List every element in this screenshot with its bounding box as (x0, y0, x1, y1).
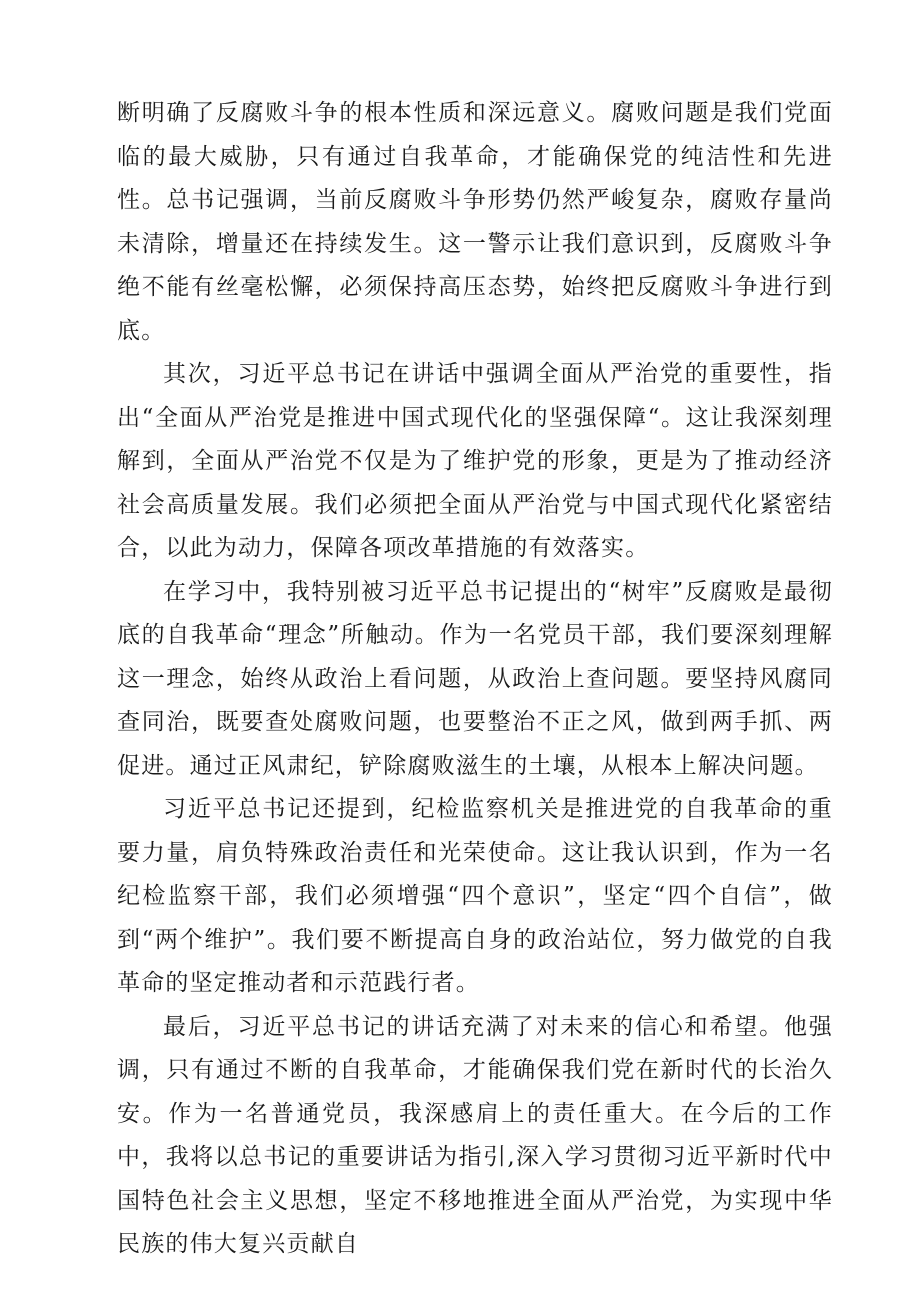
paragraph-conclusion: 最后，习近平总书记的讲话充满了对未来的信心和希望。他强调，只有通过不断的自我革命，才能确保我们党在新时代的长治久安。作为一名普通党员，我深感肩上的责任重大。在今后的工作中，我将以总书记的重要讲话为指引,深入学习贯彻习近平新时代中国特色社会主义思想，坚定不移地推进全面从严治党，为实现中华民族的伟大复兴贡献自 (117, 1013, 833, 1257)
paragraph-learning-insight: 在学习中，我特别被习近平总书记提出的“树牢”反腐败是最彻底的自我革命“理念”所触动。作为一名党员干部，我们要深刻理解这一理念，始终从政治上看问题，从政治上查问题。要坚持风腐同查同治，既要查处腐败问题，也要整治不正之风，做到两手抓、两促进。通过正风肃纪，铲除腐败滋生的土壤，从根本上解决问题。 (117, 578, 833, 779)
paragraph-discipline-inspection: 习近平总书记还提到，纪检监察机关是推进党的自我革命的重要力量，肩负特殊政治责任和光荣使命。这让我认识到，作为一名纪检监察干部，我们必须增强“四个意识”，坚定“四个自信”，做到“两个维护”。我们要不断提高自身的政治站位，努力做党的自我革命的坚定推动者和示范践行者。 (117, 796, 833, 996)
paragraph-continued: 断明确了反腐败斗争的根本性质和深远意义。腐败问题是我们党面临的最大威胁，只有通过自我革命，才能确保党的纯洁性和先进性。总书记强调，当前反腐败斗争形势仍然严峻复杂，腐败存量尚未清除，增量还在持续发生。这一警示让我们意识到，反腐败斗争绝不能有丝毫松懈，必须保持高压态势，始终把反腐败斗争进行到底。 (117, 100, 833, 344)
paragraph-second-point: 其次，习近平总书记在讲话中强调全面从严治党的重要性，指出“全面从严治党是推进中国式现代化的坚强保障“。这让我深刻理解到，全面从严治党不仅是为了维护党的形象，更是为了推动经济社会高质量发展。我们必须把全面从严治党与中国式现代化紧密结合，以此为动力，保障各项改革措施的有效落实。 (117, 361, 833, 561)
document-body (117, 92, 833, 1267)
